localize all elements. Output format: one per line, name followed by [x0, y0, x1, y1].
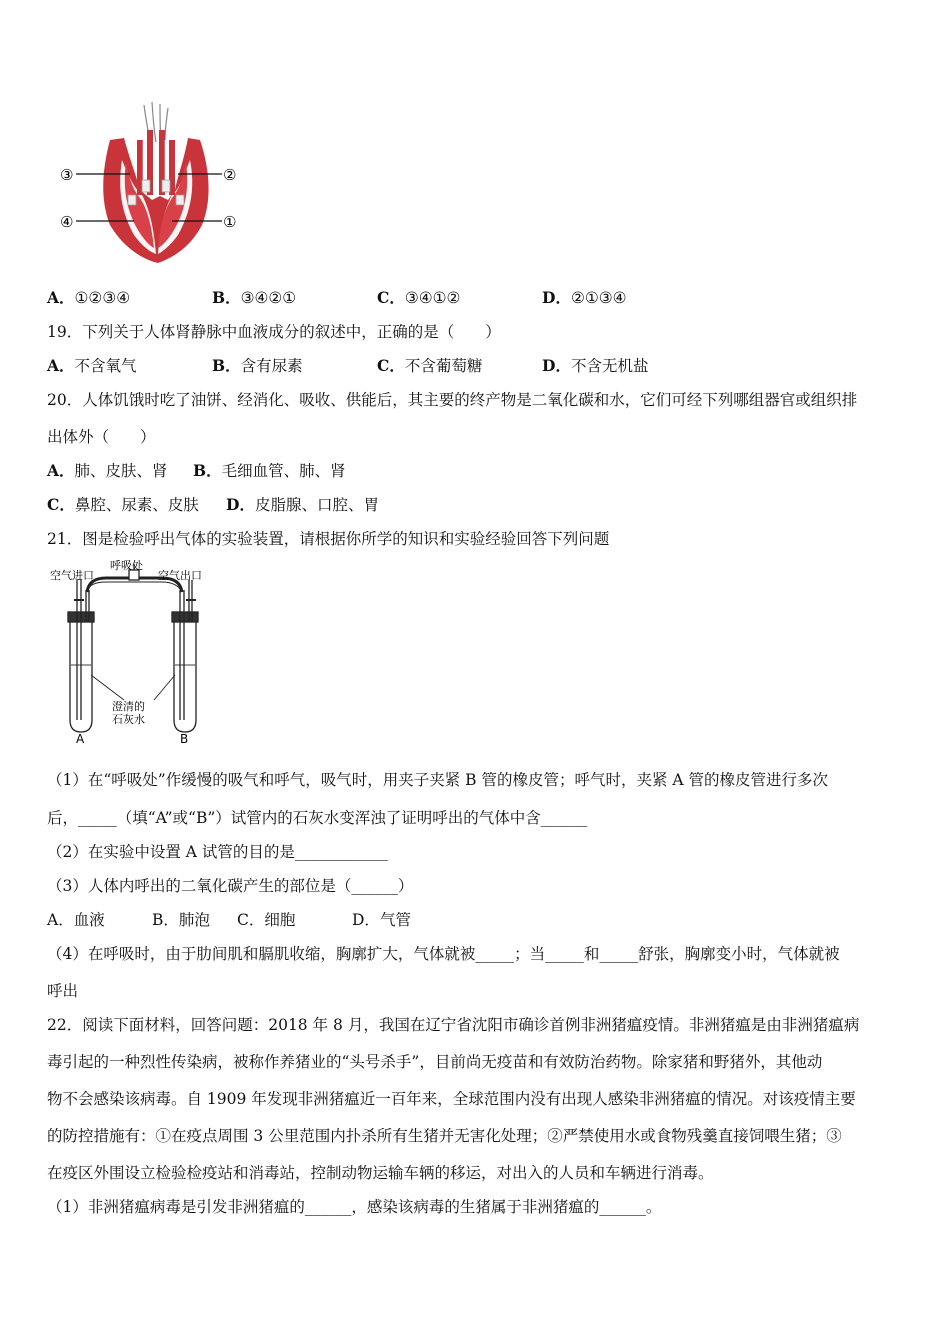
- option-text: 气管: [379, 911, 411, 929]
- option-text: 不含无机盐: [570, 357, 649, 375]
- option-text: 肺、皮肤、肾: [74, 462, 168, 480]
- q21-part3: （3）人体内呼出的二氧化碳产生的部位是（______）: [47, 877, 414, 895]
- heart-label-2: ②: [223, 166, 237, 184]
- q18-option-a: [47, 286, 130, 308]
- q21-part1-line1: （1）在“呼吸处”作缓慢的吸气和呼气，吸气时，用夹子夹紧 B 管的橡皮管；呼气时，夹紧 A 管的橡皮管进行多次: [47, 771, 829, 789]
- q21-stem: 21．图是检验呼出气体的实验装置，请根据你所学的知识和实验经验回答下列问题: [47, 530, 610, 548]
- breath-test-apparatus: [44, 560, 224, 745]
- option-text: ①②③④: [74, 289, 131, 307]
- heart-label-1: ①: [223, 213, 237, 231]
- option-letter: A．: [47, 461, 75, 480]
- label-air-outlet: 空气出口: [158, 569, 202, 582]
- q19-option-d: [542, 354, 648, 376]
- q22-part1: （1）非洲猪瘟病毒是引发非洲猪瘟的______，感染该病毒的生猪属于非洲猪瘟的______。: [47, 1198, 662, 1216]
- q21-part1-line2: 后，_____（填“A”或“B”）试管内的石灰水变浑浊了证明呼出的气体中含______: [47, 809, 588, 827]
- option-letter: D．: [226, 495, 255, 514]
- q21-part4-line1: （4）在呼吸时，由于肋间肌和膈肌收缩，胸廓扩大，气体就被_____；当_____和_____舒张，胸廓变小时，气体就被: [47, 945, 840, 963]
- q19-stem: 19．下列关于人体肾静脉中血液成分的叙述中，正确的是（ ）: [47, 323, 501, 341]
- option-text: 肺泡: [178, 911, 210, 929]
- option-letter: D．: [542, 288, 571, 307]
- option-text: 毛细血管、肺、肾: [221, 462, 346, 480]
- option-text: 不含葡萄糖: [404, 357, 483, 375]
- q22-passage-line5: 在疫区外围设立检验检疫站和消毒站，控制动物运输车辆的移运，对出入的人员和车辆进行消毒。: [47, 1164, 714, 1182]
- option-text: 不含氧气: [74, 357, 137, 375]
- q20-option-d: [226, 493, 379, 515]
- q19-option-a: [47, 354, 137, 376]
- label-limewater-2: 石灰水: [112, 713, 145, 726]
- option-letter: D．: [542, 356, 571, 375]
- q20-option-c: [47, 493, 199, 515]
- option-letter: B．: [193, 461, 222, 480]
- option-text: 鼻腔、尿素、皮肤: [74, 496, 199, 514]
- q21-option-b: [152, 908, 210, 930]
- q18-option-b: [212, 286, 296, 308]
- option-text: 细胞: [264, 911, 296, 929]
- q21-part2: （2）在实验中设置 A 试管的目的是____________: [47, 843, 388, 861]
- q22-passage-line3: 物不会感染该病毒。自 1909 年发现非洲猪瘟近一百年来，全球范围内没有出现人感染非洲猪瘟的情况。对该疫情主要: [47, 1090, 856, 1108]
- option-letter: A．: [47, 356, 75, 375]
- q20-stem-line2: 出体外（ ）: [47, 428, 156, 446]
- q20-option-a: [47, 459, 168, 481]
- option-text: 血液: [73, 911, 105, 929]
- option-letter: C．: [237, 911, 265, 929]
- heart-drawing: [103, 102, 208, 263]
- q19-option-b: [212, 354, 303, 376]
- option-letter: D．: [352, 911, 380, 929]
- option-letter: C．: [377, 356, 405, 375]
- heart-label-3: ③: [60, 166, 74, 184]
- q19-option-c: [377, 354, 482, 376]
- option-letter: A．: [47, 288, 75, 307]
- option-text: ②①③④: [570, 289, 627, 307]
- q21-option-d: [352, 908, 411, 930]
- option-text: 含有尿素: [240, 357, 303, 375]
- label-air-inlet: 空气进口: [50, 569, 94, 582]
- heart-label-4: ④: [60, 213, 74, 231]
- option-letter: A．: [47, 911, 74, 929]
- option-text: 皮脂腺、口腔、胃: [254, 496, 379, 514]
- q21-part4-line2: 呼出: [47, 982, 79, 1000]
- q20-option-b: [193, 459, 346, 481]
- option-text: ③④①②: [404, 289, 461, 307]
- option-letter: B．: [152, 911, 179, 929]
- q22-passage-line1: 22．阅读下面材料，回答问题：2018 年 8 月，我国在辽宁省沈阳市确诊首例非洲猪瘟疫情。非洲猪瘟是由非洲猪瘟病: [47, 1016, 860, 1034]
- label-tube-b: B: [180, 732, 189, 745]
- q18-option-d: [542, 286, 627, 308]
- q20-stem-line1: 20．人体饥饿时吃了油饼、经消化、吸收、供能后，其主要的终产物是二氧化碳和水，它们可经下列哪组器官或组织排: [47, 391, 858, 409]
- label-tube-a: A: [76, 732, 85, 745]
- q21-option-a: [47, 908, 105, 930]
- option-letter: C．: [47, 495, 75, 514]
- q21-option-c: [237, 908, 295, 930]
- q18-option-c: [377, 286, 460, 308]
- option-text: ③④②①: [240, 289, 297, 307]
- label-limewater-1: 澄清的: [112, 700, 145, 713]
- option-letter: B．: [212, 288, 241, 307]
- option-letter: B．: [212, 356, 241, 375]
- heart-diagram: [50, 100, 250, 270]
- q22-passage-line4: 的防控措施有：①在疫点周围 3 公里范围内扑杀所有生猪并无害化处理；②严禁使用水或食物残羹直接饲喂生猪；③: [47, 1127, 842, 1145]
- option-letter: C．: [377, 288, 405, 307]
- q22-passage-line2: 毒引起的一种烈性传染病，被称作养猪业的“头号杀手”，目前尚无疫苗和有效防治药物。除家猪和野猪外，其他动: [47, 1053, 823, 1071]
- label-breath-point: 呼吸处: [110, 560, 143, 572]
